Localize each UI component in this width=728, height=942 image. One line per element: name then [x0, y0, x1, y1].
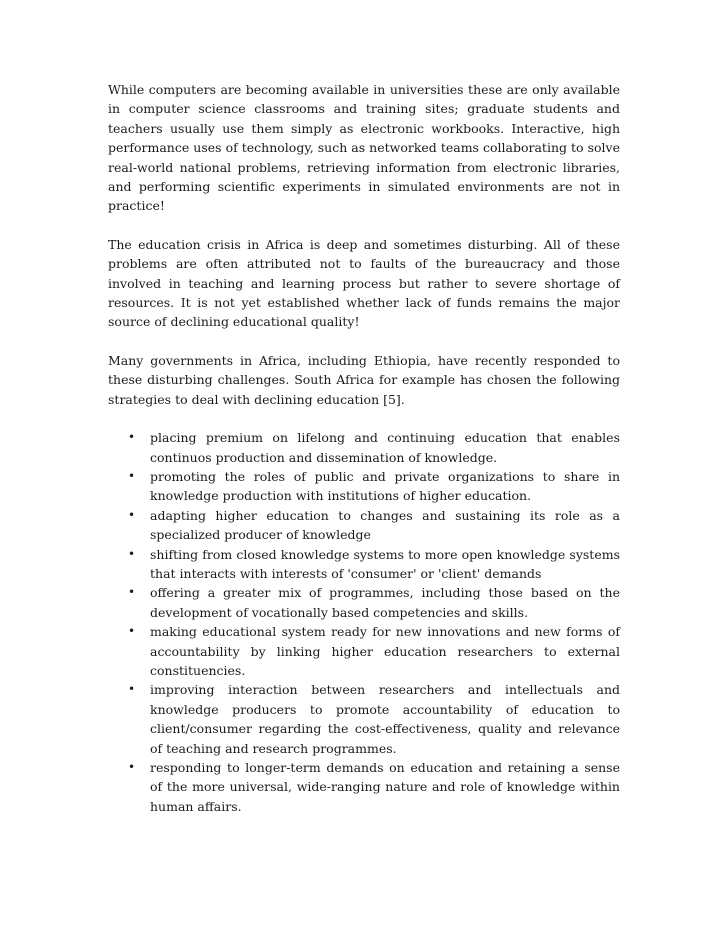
list-item	[108, 506, 620, 545]
list-item-text: making educational system ready for new innovations and new forms of accountability by linking higher education researchers to external constituencies.	[150, 624, 620, 678]
bullet-icon: •	[128, 430, 136, 445]
bullet-icon: •	[128, 585, 136, 600]
bullet-icon: •	[128, 468, 136, 483]
list-item-text: placing premium on lifelong and continuing education that enables continuos production and dissemination of knowledge.	[150, 430, 620, 465]
list-item	[108, 428, 620, 467]
bullet-icon: •	[128, 682, 136, 697]
list-item-text: adapting higher education to changes and sustaining its role as a specialized producer of knowledge	[150, 507, 620, 543]
paragraph-computers-in-universities: While computers are becoming available in universities these are only available in computer science classrooms and training sites; graduate students and teachers usually use them simply as electronic workbooks. Interactive, high performance uses of technology, such as networked teams collaborating to solve real-world national problems, retrieving information from electronic libraries, and performing scientific experiments in simulated environments are not in practice!	[108, 82, 620, 214]
list-item-text: improving interaction between researchers and intellectuals and knowledge producers to promote accountability of education to client/consumer regarding the cost-effectiveness, quality and relevance of teaching and research programmes.	[150, 682, 620, 756]
list-item-text: shifting from closed knowledge systems to more open knowledge systems that interacts with interests of 'consumer' or 'client' demands	[150, 546, 620, 581]
list-item	[108, 467, 620, 506]
list-item-text: promoting the roles of public and private organizations to share in knowledge production with institutions of higher education.	[150, 468, 620, 504]
paragraph-government-responses: Many governments in Africa, including Ethiopia, have recently responded to these disturbing challenges. South Africa for example has chosen the following strategies to deal with declining education [5].	[108, 352, 620, 407]
list-item-text: responding to longer-term demands on education and retaining a sense of the more universal, wide-ranging nature and role of knowledge within human affairs.	[150, 760, 620, 814]
bullet-icon: •	[128, 546, 136, 561]
document-page	[108, 80, 620, 816]
paragraph-education-crisis: The education crisis in Africa is deep and sometimes disturbing. All of these problems are often attributed not to faults of the bureaucracy and those involved in teaching and learning process but rather to severe shortage of resources. It is not yet established whether lack of funds remains the major source of declining educational quality!	[108, 236, 620, 330]
bullet-icon: •	[128, 507, 136, 522]
list-item	[108, 758, 620, 816]
list-item	[108, 622, 620, 680]
list-item	[108, 583, 620, 622]
list-item	[108, 545, 620, 584]
list-item	[108, 680, 620, 758]
bullet-icon: •	[128, 760, 136, 774]
bullet-icon: •	[128, 624, 136, 639]
list-item-text: offering a greater mix of programmes, including those based on the development of vocationally based competencies and skills.	[150, 585, 620, 620]
strategies-list	[108, 428, 620, 816]
